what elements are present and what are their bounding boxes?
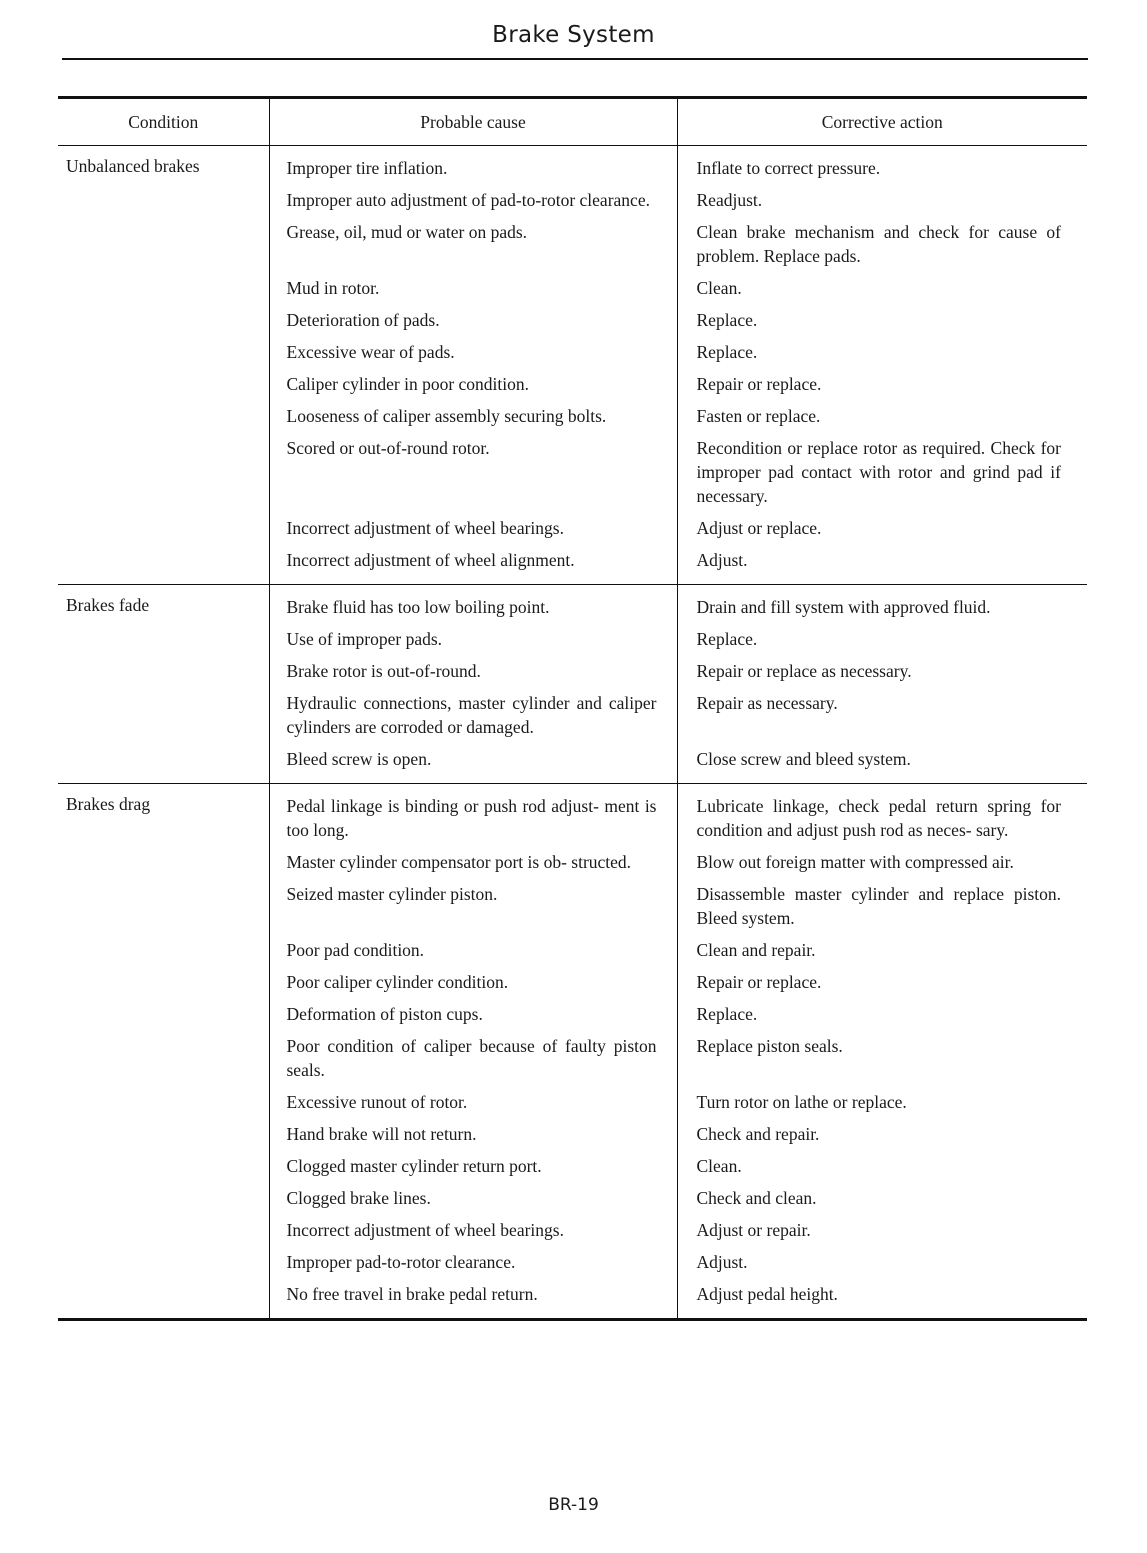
corrective-action-cell: Lubricate linkage, check pedal return spring for condition and adjust push rod as neces- sary.	[677, 784, 1087, 847]
probable-cause-cell: Pedal linkage is binding or push rod adjust- ment is too long.	[269, 784, 677, 847]
probable-cause-cell: Poor pad condition.	[269, 934, 677, 966]
corrective-action-cell: Replace.	[677, 336, 1087, 368]
probable-cause-cell: Excessive runout of rotor.	[269, 1086, 677, 1118]
probable-cause-cell: Incorrect adjustment of wheel bearings.	[269, 512, 677, 544]
condition-group	[58, 146, 1087, 585]
corrective-action-cell: Clean and repair.	[677, 934, 1087, 966]
probable-cause-cell: Deformation of piston cups.	[269, 998, 677, 1030]
probable-cause-cell: Clogged master cylinder return port.	[269, 1150, 677, 1182]
corrective-action-cell: Replace.	[677, 998, 1087, 1030]
probable-cause-cell: Seized master cylinder piston.	[269, 878, 677, 934]
corrective-action-cell: Repair or replace.	[677, 368, 1087, 400]
corrective-action-cell: Disassemble master cylinder and replace piston. Bleed system.	[677, 878, 1087, 934]
condition-group	[58, 585, 1087, 784]
corrective-action-cell: Replace.	[677, 623, 1087, 655]
probable-cause-cell: Bleed screw is open.	[269, 743, 677, 784]
corrective-action-cell: Blow out foreign matter with compressed air.	[677, 846, 1087, 878]
header-probable-cause: Probable cause	[269, 98, 677, 146]
probable-cause-cell: Poor condition of caliper because of faulty piston seals.	[269, 1030, 677, 1086]
probable-cause-cell: Caliper cylinder in poor condition.	[269, 368, 677, 400]
corrective-action-cell: Replace.	[677, 304, 1087, 336]
header-condition: Condition	[128, 112, 199, 132]
probable-cause-cell: Scored or out-of-round rotor.	[269, 432, 677, 512]
table-row	[58, 585, 1087, 624]
condition-cell: Brakes fade	[66, 595, 150, 615]
corrective-action-cell: Repair as necessary.	[677, 687, 1087, 743]
corrective-action-cell: Clean.	[677, 272, 1087, 304]
probable-cause-cell: Hand brake will not return.	[269, 1118, 677, 1150]
corrective-action-cell: Adjust or replace.	[677, 512, 1087, 544]
probable-cause-cell: Excessive wear of pads.	[269, 336, 677, 368]
corrective-action-cell: Repair or replace as necessary.	[677, 655, 1087, 687]
probable-cause-cell: Improper tire inflation.	[269, 146, 677, 185]
probable-cause-cell: Mud in rotor.	[269, 272, 677, 304]
corrective-action-cell: Clean brake mechanism and check for cause of problem. Replace pads.	[677, 216, 1087, 272]
condition-group	[58, 784, 1087, 1320]
probable-cause-cell: Hydraulic connections, master cylinder and caliper cylinders are corroded or damaged.	[269, 687, 677, 743]
page-number: BR-19	[548, 1495, 599, 1515]
probable-cause-cell: Improper pad-to-rotor clearance.	[269, 1246, 677, 1278]
corrective-action-cell: Turn rotor on lathe or replace.	[677, 1086, 1087, 1118]
corrective-action-cell: Adjust pedal height.	[677, 1278, 1087, 1320]
troubleshooting-table-container	[58, 96, 1087, 1321]
title-rule	[62, 58, 1088, 60]
probable-cause-cell: Deterioration of pads.	[269, 304, 677, 336]
condition-cell: Unbalanced brakes	[66, 156, 200, 176]
probable-cause-cell: Incorrect adjustment of wheel alignment.	[269, 544, 677, 585]
table-header	[58, 98, 1087, 146]
probable-cause-cell: Grease, oil, mud or water on pads.	[269, 216, 677, 272]
corrective-action-cell: Inflate to correct pressure.	[677, 146, 1087, 185]
header-row	[58, 98, 1087, 146]
corrective-action-cell: Recondition or replace rotor as required. Check for improper pad contact with rotor and grind pad if necessary.	[677, 432, 1087, 512]
corrective-action-cell: Clean.	[677, 1150, 1087, 1182]
probable-cause-cell: No free travel in brake pedal return.	[269, 1278, 677, 1320]
table-row	[58, 784, 1087, 847]
corrective-action-cell: Adjust or repair.	[677, 1214, 1087, 1246]
corrective-action-cell: Readjust.	[677, 184, 1087, 216]
corrective-action-cell: Close screw and bleed system.	[677, 743, 1087, 784]
probable-cause-cell: Master cylinder compensator port is ob- structed.	[269, 846, 677, 878]
table-row	[58, 146, 1087, 185]
corrective-action-cell: Fasten or replace.	[677, 400, 1087, 432]
probable-cause-cell: Poor caliper cylinder condition.	[269, 966, 677, 998]
probable-cause-cell: Use of improper pads.	[269, 623, 677, 655]
corrective-action-cell: Adjust.	[677, 544, 1087, 585]
probable-cause-cell: Brake rotor is out-of-round.	[269, 655, 677, 687]
page-title: Brake System	[492, 22, 655, 48]
corrective-action-cell: Drain and fill system with approved fluid.	[677, 585, 1087, 624]
probable-cause-cell: Improper auto adjustment of pad-to-rotor clearance.	[269, 184, 677, 216]
probable-cause-cell: Clogged brake lines.	[269, 1182, 677, 1214]
corrective-action-cell: Check and repair.	[677, 1118, 1087, 1150]
corrective-action-cell: Check and clean.	[677, 1182, 1087, 1214]
condition-cell: Brakes drag	[66, 794, 151, 814]
corrective-action-cell: Repair or replace.	[677, 966, 1087, 998]
corrective-action-cell: Adjust.	[677, 1246, 1087, 1278]
probable-cause-cell: Incorrect adjustment of wheel bearings.	[269, 1214, 677, 1246]
troubleshooting-table	[58, 96, 1087, 1321]
probable-cause-cell: Brake fluid has too low boiling point.	[269, 585, 677, 624]
header-corrective-action: Corrective action	[677, 98, 1087, 146]
corrective-action-cell: Replace piston seals.	[677, 1030, 1087, 1086]
probable-cause-cell: Looseness of caliper assembly securing bolts.	[269, 400, 677, 432]
